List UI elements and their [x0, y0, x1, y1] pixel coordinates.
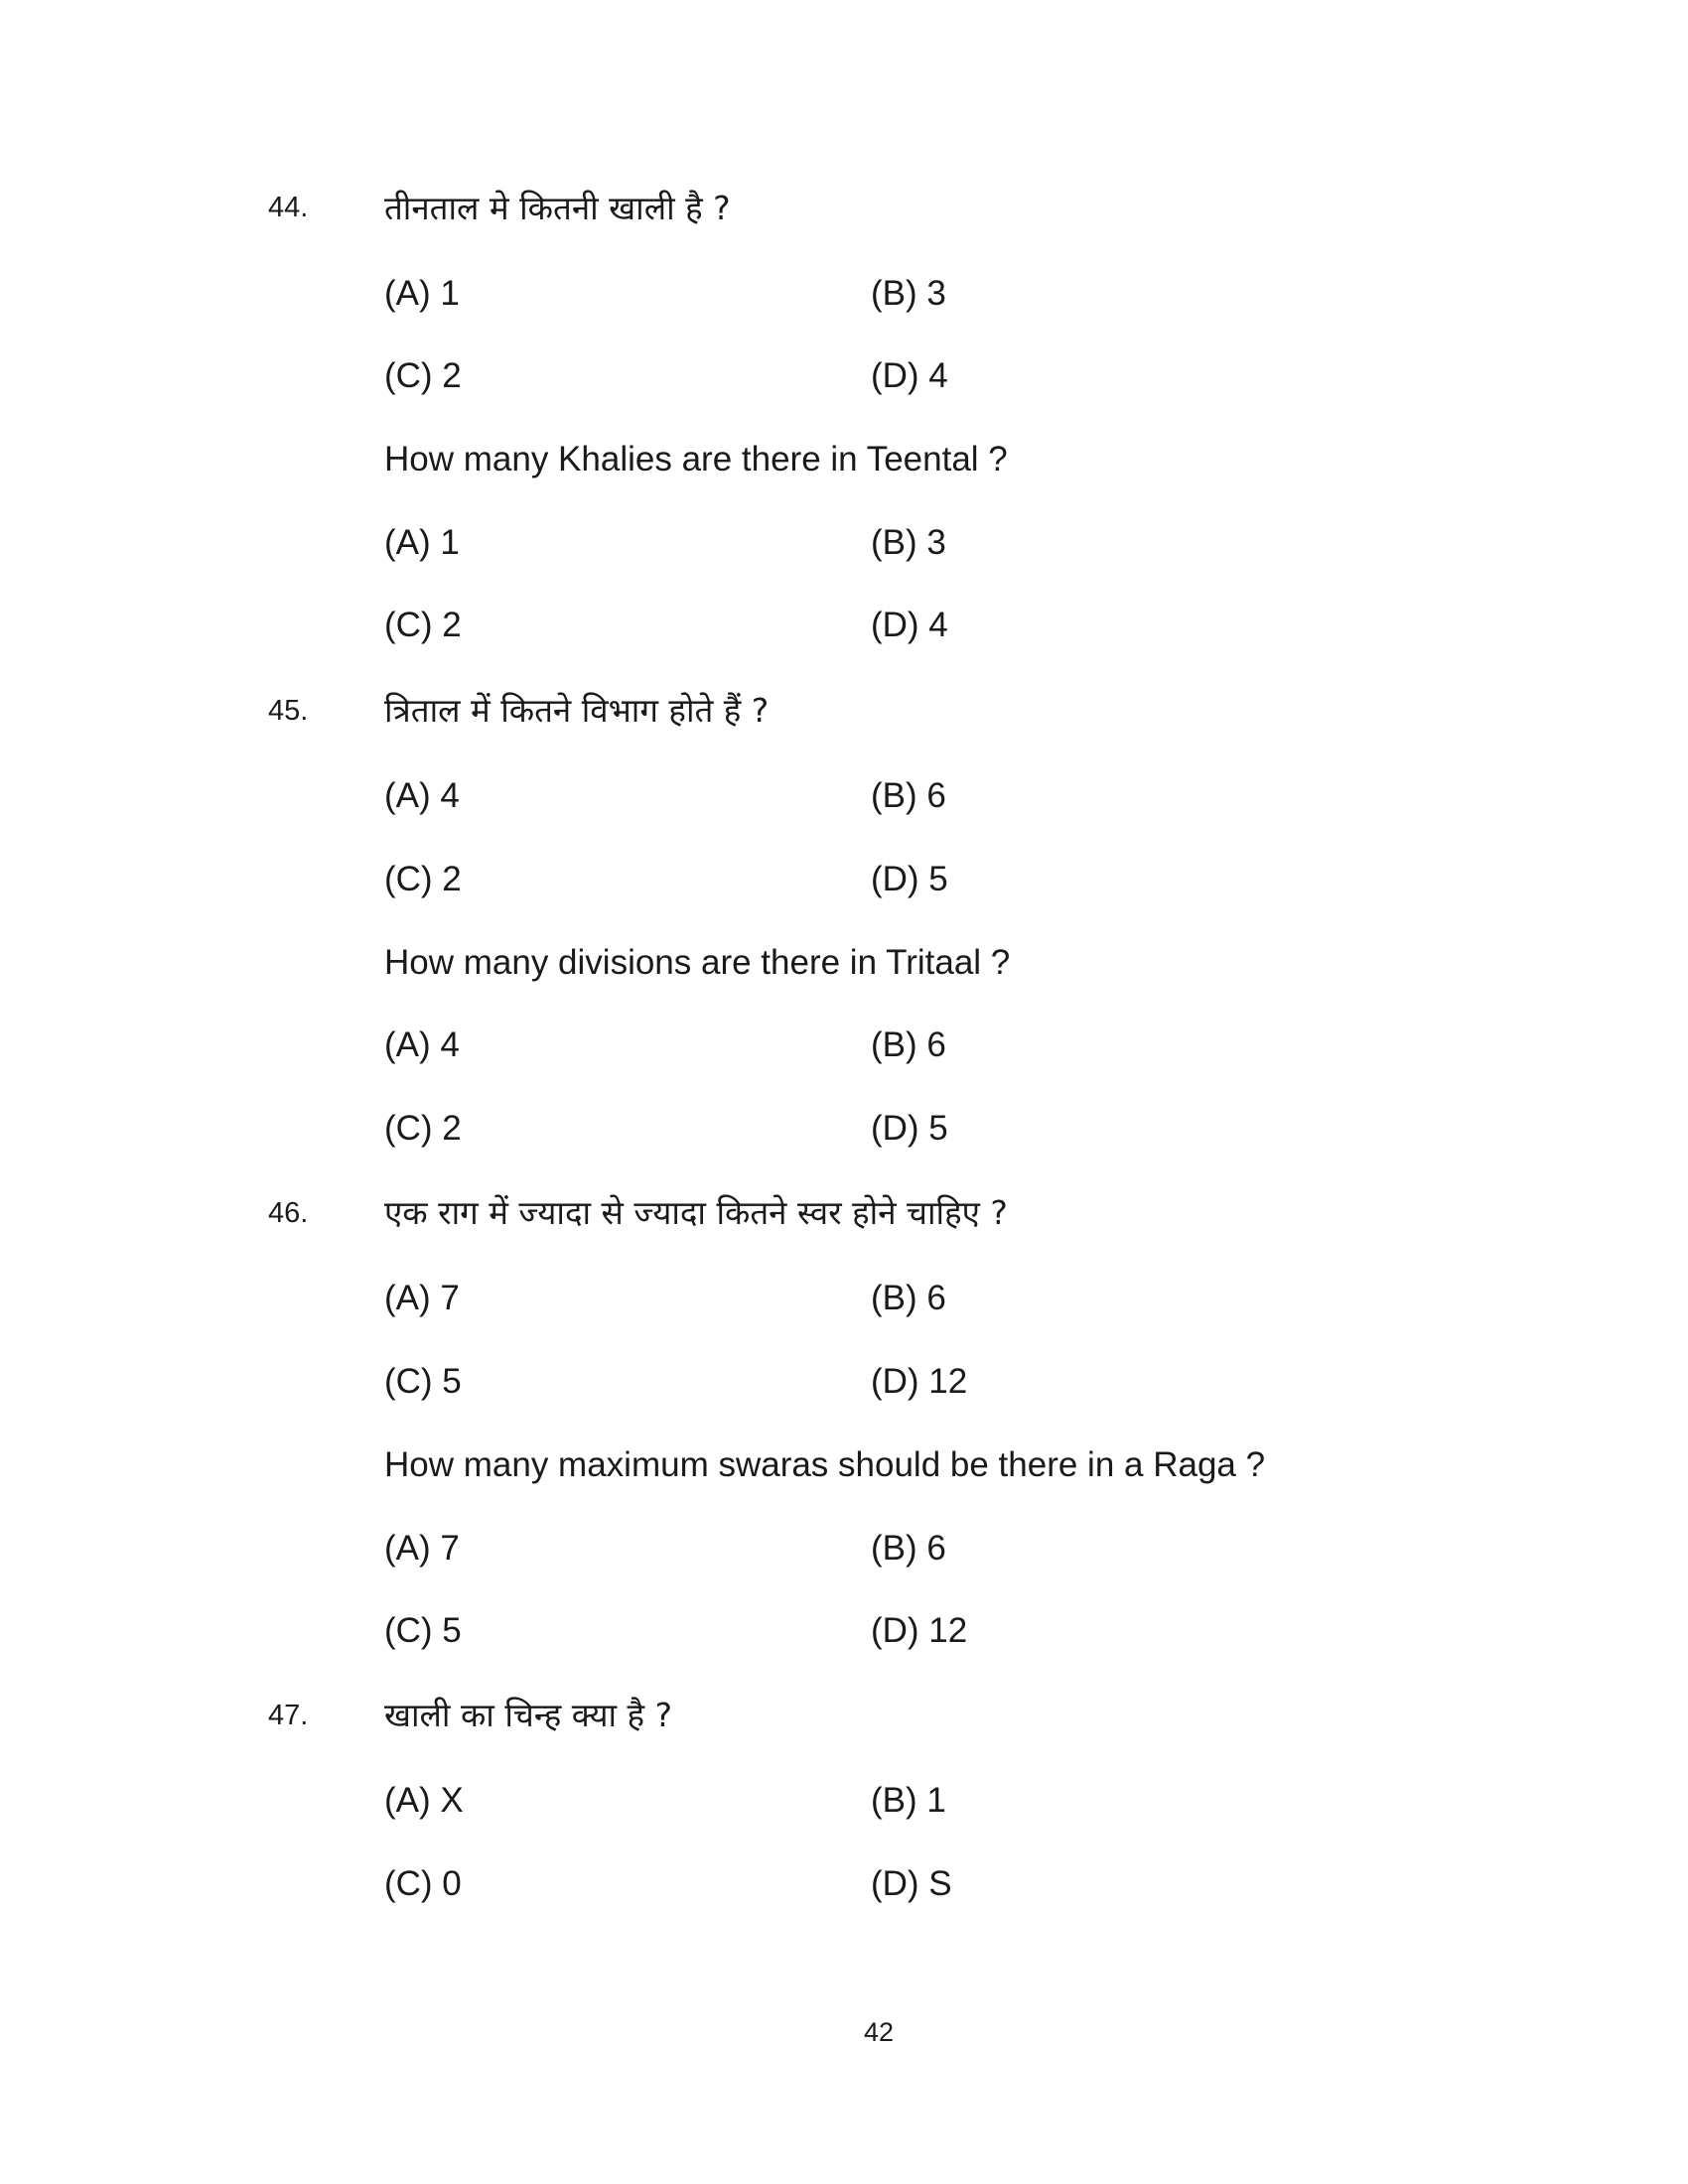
question-number: 46. — [268, 1197, 309, 1229]
option-c: (C) 0 — [384, 1864, 462, 1903]
option-a: (A) 4 — [384, 1025, 460, 1064]
option-a: (A) 1 — [384, 274, 460, 313]
option-a: (A) X — [384, 1781, 464, 1820]
question-number: 47. — [268, 1700, 309, 1731]
question-text-hindi: त्रिताल में कितने विभाग होते हैं ? — [384, 691, 770, 730]
question-number: 44. — [268, 192, 309, 223]
page-number: 42 — [863, 2017, 895, 2047]
option-a: (A) 7 — [384, 1279, 460, 1317]
option-d: (D) 12 — [871, 1362, 968, 1401]
option-b: (B) 6 — [871, 1279, 946, 1317]
option-d: (D) 12 — [871, 1611, 968, 1650]
option-c: (C) 5 — [384, 1611, 462, 1650]
option-b: (B) 6 — [871, 776, 946, 815]
option-d: (D) 5 — [871, 860, 948, 898]
question-text-hindi: तीनताल मे कितनी खाली है ? — [384, 189, 731, 227]
option-d: (D) 5 — [871, 1109, 948, 1148]
option-a: (A) 7 — [384, 1529, 460, 1568]
option-c: (C) 2 — [384, 606, 462, 644]
option-c: (C) 2 — [384, 1109, 462, 1148]
option-c: (C) 5 — [384, 1362, 462, 1401]
question-number: 45. — [268, 695, 309, 727]
option-d: (D) 4 — [871, 606, 948, 644]
option-a: (A) 1 — [384, 523, 460, 562]
question-text-english: How many divisions are there in Tritaal ? — [384, 943, 1011, 982]
question-text-hindi: एक राग में ज्यादा से ज्यादा कितने स्वर होने चाहिए ? — [384, 1193, 1008, 1232]
option-b: (B) 3 — [871, 274, 946, 313]
option-c: (C) 2 — [384, 356, 462, 395]
option-b: (B) 1 — [871, 1781, 946, 1820]
question-text-english: How many maximum swaras should be there in a Raga ? — [384, 1445, 1266, 1484]
option-c: (C) 2 — [384, 860, 462, 898]
question-text-hindi: खाली का चिन्ह क्या है ? — [384, 1696, 673, 1734]
option-d: (D) S — [871, 1864, 952, 1903]
option-b: (B) 6 — [871, 1025, 946, 1064]
option-d: (D) 4 — [871, 356, 948, 395]
option-b: (B) 6 — [871, 1529, 946, 1568]
option-b: (B) 3 — [871, 523, 946, 562]
option-a: (A) 4 — [384, 776, 460, 815]
question-text-english: How many Khalies are there in Teental ? — [384, 440, 1008, 478]
